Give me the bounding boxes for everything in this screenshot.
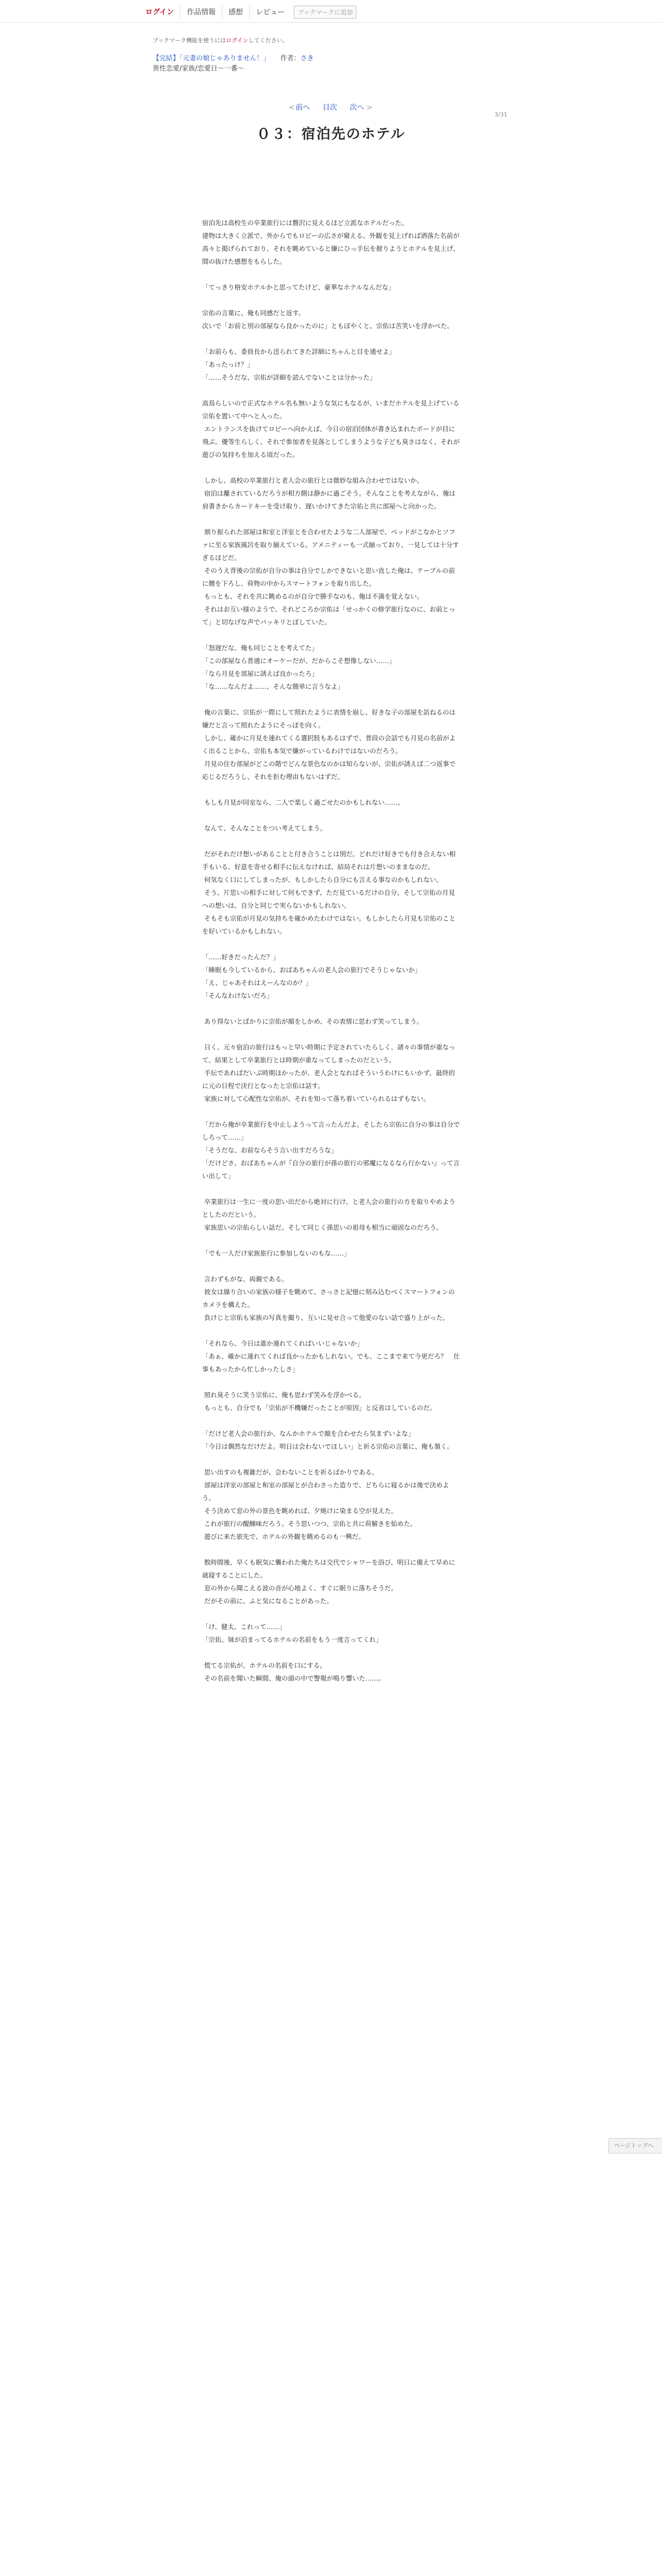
nav-work-info[interactable]: 作品情報 (180, 5, 222, 19)
top-navigation-bar (0, 0, 662, 23)
toc-link[interactable]: 目次 (322, 104, 337, 112)
notice-text-suffix: してください。 (248, 37, 288, 44)
pager-top (0, 102, 662, 112)
bookmark-login-notice (153, 36, 288, 44)
top-nav (145, 5, 356, 19)
author-label: 作者： (280, 55, 301, 62)
series-title-link[interactable]: 【完結】「元妻の娘じゃありません！」 (153, 55, 270, 62)
add-bookmark-button[interactable]: ブックマークに追加 (294, 6, 356, 19)
prev-link[interactable]: < 前へ (288, 104, 310, 112)
notice-login-link[interactable]: ログイン (226, 37, 249, 44)
chapter-title: ０３：宿泊先のホテル (256, 126, 406, 142)
author-line (280, 55, 314, 62)
series-info (153, 54, 314, 74)
next-label: 次へ (350, 104, 365, 112)
page-number: 3/31 (494, 111, 507, 118)
genre-line: 異性恋愛/家族/恋愛日〜一番〜 (153, 65, 244, 73)
next-link[interactable]: 次へ > (350, 104, 373, 112)
nav-impressions[interactable]: 感想 (222, 5, 249, 19)
author-link[interactable]: さき (300, 55, 314, 62)
login-link[interactable]: ログイン (145, 8, 174, 16)
prev-label: 前へ (295, 104, 310, 112)
nav-reviews[interactable]: レビュー (249, 5, 291, 19)
page-top-button[interactable]: ページトップへ (608, 2138, 662, 2154)
novel-body: 宿泊先は高校生の卒業旅行には贅沢に見えるほど立派なホテルだった。 建物は大きく立派で、外からでもロビーの広さが窺える。外観を見上げれば洒落た名前が高々と掲げられており、それを眺めていると嫌にひっ手伝を握りようとホテルを見上げ、間の抜けた感想をもらした。 「てっきり格安ホテルかと思ってたけど、豪華なホテルなんだな」 宗佑の言葉に、俺も同感だと返す。 次いで「お前と別の部屋なら良かったのに」ともぼやくと、宗佑は苦笑いを浮かべた。 「お前らも、委員長から送られてきた詳細にちゃんと目を通せよ」 「あったっけ？」 「……そうだな、宗佑が詳細を読んでないことは分かった」 高鳥らしいので正式なホテル名も無いような気にもなるが、いまだホテルを見上げている宗佑を置いて中へと入った。 エントランスを抜けてロビーへ向かえば、今日の宿泊団体が書き込まれたボードが目に飛ぶ。優等生らしく、それで参加者を見落としてしまうような子ども臭さはなく、それが遊びの気持ちを加える頃だった。 しかし、高校の卒業旅行と老人会の旅行とは微妙な組み合わせではないか。 宿泊は離されているだろうが相方側は静かに過ごそう。そんなことを考えながら、俺は肩書きからカードキーを受け取り、遅いかけてきた宗佑と共に部屋へと向かった。 割り振られた部屋は和室と洋室とを合わせたような二人部屋で、ベッドがこなかとソファに至る家族風呂を取り揃えている。アメニティーも一式揃っており、一見しては十分すぎるほどだ。 そのうえ背後の宗佑が自分の事は自分でしかできないと思い直した俺は、テーブルの前に腰を下ろし、荷物の中からスマートフォンを取り出した。 もっとも、それを共に眺めるのが自分で勝手なのも、俺は不満を覚えない。 それはお互い様のようで、それどころか宗佑は「せっかくの修学旅行なのに、お前とって」と切なげな声でパッキリとぼしていた。 「怒遅だな、俺も同じことを考えてた」 「この部屋なら普通にオーケーだが、だからこそ想像しない……」 「なら月見を部屋に誘えば良かったろ」 「な……なんだよ……、そんな簡単に言うなよ」 俺の言葉に、宗佑が一際にして照れたように表情を崩し、好きな子の部屋を訪ねるのは嫌だと言って照れたようにそっぽを向く。 しかし、確かに月見を連れてくる選択肢もあるはずで、普段の会話でも月見の名前がよく出ることから、宗佑も本気で嫌がっているわけではないのだろう。 月見の住む部屋がどこの階でどんな景色なのかは知らないが、宗佑が誘えば二つ返事で応じるだろうし、それを拒む理由もないはずだ。 もしも月見が同室なら、二人で楽しく過ごせたのかもしれない……。 なんて、そんなことをつい考えてしまう。 だがそれだけ想いがあることと付き合うことは別だ。どれだけ好きでも付き合えない相手もいる。好意を寄せる相手に伝えなければ、結局それは片想いのままなのだ。 何気なく口にしてしまったが、もしかしたら自分にも言える事なのかもしれない。 そう、片思いの相手に対して何もできず、ただ見ているだけの自分。そして宗佑の月見への想いは、自分と同じで実らないかもしれない。 そもそも宗佑が月見の気持ちを確かめたわけではない。もしかしたら月見も宗佑のことを好いているかもしれない。 「……好きだったんだ？」 「睡眠も今しているから、おばあちゃんの老人会の旅行でそうじゃないか」 「え、じゃあそれはえーんなのか？」 「そんなわけないだろ」 あり得ないとばかりに宗佑が顔をしかめ、その表情に思わず笑ってしまう。 日く、元々宿泊の旅行はもっと早い時期に予定されていたらしく、諸々の事情が重なって、結果として卒業旅行とは時期が重なってしまったのだという。 手伝であればだいぶ時期ほかったが、老人会となればそういうわけにもいかず、最終的に元の日程で決行となったと宗佑は話す。 家族に対して心配性な宗佑が、それを知って落ち着いていられるはずもない。 「だから俺が卒業旅行を中止しようって言ったんだよ。そしたら宗佑に自分の事は自分でしろって……」 「そうだな、お前ならそう言い出すだろうな」 「だけどさ、おばあちゃんが『自分の旅行が孫の旅行の邪魔になるなら行かない』って言い出して」 卒業旅行は一生に一度の思い出だから絶対に行け、と老人会の旅行の方を取りやめようとしたのだという。 家族思いの宗佑らしい話だ。そして同じく孫思いの祖母も相当に頑固なのだろう。 「でも一人だけ家族旅行に参加しないのもな……」 言わずもがな、両親である。 彼女は繰り合いの家族の様子を眺めて、さっさと記憶に刻み込むべくスマートフォンのカメラを構えた。 負けじと宗佑も家族の写真を撮り、互いに見せ合って他愛のない話で盛り上がった。 「それなら、今日は誰か連れてくればいいじゃないか」 「あぁ、確かに連れてくれば良かったかもしれない。でも、ここまで来て今更だろ？ 仕事もあったから忙しかったしさ」 照れ臭そうに笑う宗佑に、俺も思わず笑みを浮かべる。 もっとも、自分でも「宗佑が不機嫌だったことが原因」と反省はしているのだ。 「だけど老人会の旅行か、なんかホテルで顔を合わせたら気まずいよな」 「今日は偶然なだけだよ。明日は会わないでほしい」と祈る宗佑の言葉に、俺も頷く。 思い出すのも複雑だが、会わないことを祈るばかりである。 部屋は洋室の部屋と和室の部屋とが合わさった造りで、どちらに寝るかは後で決めよう。 そう決めて窓の外の景色を眺めれば、夕焼けに染まる空が見えた。 これが旅行の醍醐味だろう。そう思いつつ、宗佑と共に荷解きを始めた。 遊びに来た旅先で、ホテルの外観を眺めるのも一興だ。 数時間後、早くも眠気に襲われた俺たちは交代でシャワーを浴び、明日に備えて早めに就寝することにした。 窓の外から聞こえる波の音が心地よく、すぐに眠りに落ちそうだ。 だがその前に、ふと気になることがあった。 「け、健太、これって……」 「宗佑、妹が泊まってるホテルの名前をもう一度言ってくれ」 慌てる宗佑が、ホテルの名前を口にする。 その名前を聞いた瞬間、俺の頭の中で警報が鳴り響いた……。 (202, 219, 460, 1682)
notice-text: ブックマーク機能を使うには (153, 37, 226, 44)
